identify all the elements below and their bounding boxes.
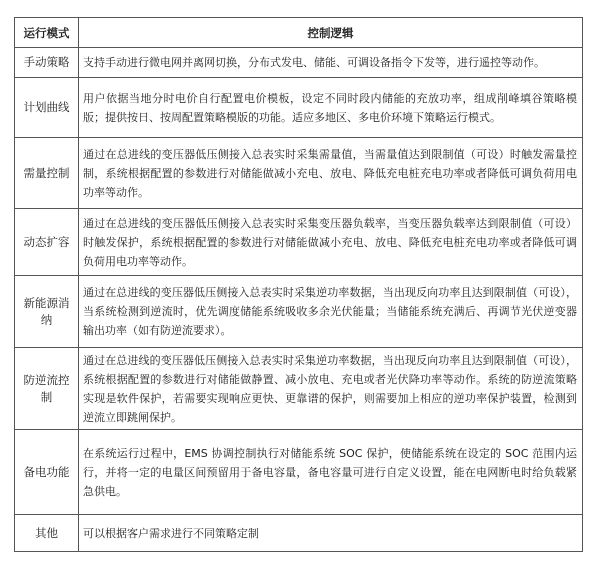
header-operation-mode: 运行模式 <box>15 18 79 48</box>
table-row <box>15 138 583 209</box>
mode-cell: 手动策略 <box>15 48 79 78</box>
logic-cell: 通过在总进线的变压器低压侧接入总表实时采集需量值，当需量值达到限制值（可设）时触发需量控制，系统根据配置的参数进行对储能做减小充电、放电、降低充电桩充电功率或者降低可调负荷用电功率等动作。 <box>79 138 583 209</box>
mode-cell: 需量控制 <box>15 138 79 209</box>
table-row <box>15 430 583 515</box>
operation-mode-table <box>14 17 583 552</box>
table-row <box>15 48 583 78</box>
mode-cell: 新能源消纳 <box>15 276 79 348</box>
table-row <box>15 276 583 348</box>
table-header-row <box>15 18 583 48</box>
mode-cell: 防逆流控制 <box>15 348 79 430</box>
mode-cell: 动态扩容 <box>15 209 79 276</box>
logic-cell: 用户依据当地分时电价自行配置电价模板，设定不同时段内储能的充放功率，组成削峰填谷策略模版；提供按日、按周配置策略模版的功能。适应多地区、多电价环境下策略运行模式。 <box>79 78 583 138</box>
table-row <box>15 209 583 276</box>
logic-cell: 支持手动进行微电网并离网切换，分布式发电、储能、可调设备指令下发等，进行遥控等动作。 <box>79 48 583 78</box>
logic-cell: 可以根据客户需求进行不同策略定制 <box>79 515 583 552</box>
logic-cell: 通过在总进线的变压器低压侧接入总表实时采集逆功率数据，当出现反向功率且达到限制值（可设），当系统检测到逆流时，优先调度储能系统吸收多余光伏能量；当储能系统充满后、再调节光伏逆变器输出功率（如有防逆流要求）。 <box>79 276 583 348</box>
mode-cell: 计划曲线 <box>15 78 79 138</box>
table-row <box>15 78 583 138</box>
logic-cell: 通过在总进线的变压器低压侧接入总表实时采集变压器负载率，当变压器负载率达到限制值（可设）时触发保护，系统根据配置的参数进行对储能做减小充电、放电、降低充电桩充电功率或者降低可调负荷用电功率等动作。 <box>79 209 583 276</box>
table-row <box>15 348 583 430</box>
table-row <box>15 515 583 552</box>
mode-cell: 备电功能 <box>15 430 79 515</box>
header-control-logic: 控制逻辑 <box>79 18 583 48</box>
mode-cell: 其他 <box>15 515 79 552</box>
logic-cell: 通过在总进线的变压器低压侧接入总表实时采集逆功率数据，当出现反向功率且达到限制值（可设），系统根据配置的参数进行对储能做静置、减小放电、充电或者光伏降功率等动作。系统的防逆流策略实现是软件保护，若需要实现响应更快、更靠谱的保护，则需要加上相应的逆功率保护装置，检测到逆流立即跳闸保护。 <box>79 348 583 430</box>
logic-cell: 在系统运行过程中，EMS 协调控制执行对储能系统 SOC 保护，使储能系统在设定的 SOC 范围内运行，并将一定的电量区间预留用于备电容量，备电容量可进行自定义设置，能在电网断电时给负载紧急供电。 <box>79 430 583 515</box>
strategy-table-container <box>14 17 582 552</box>
